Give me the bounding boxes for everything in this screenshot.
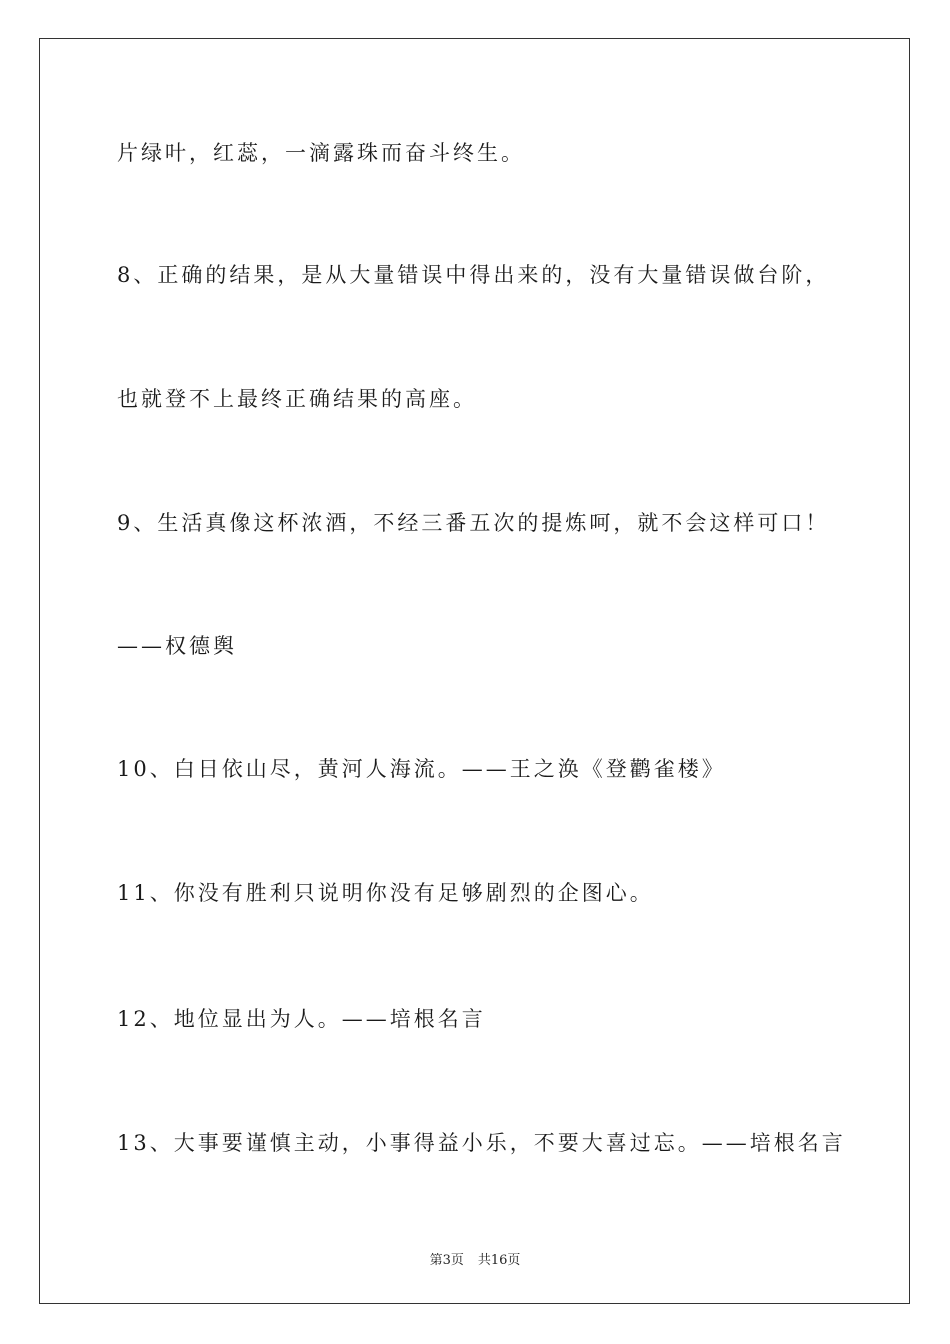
text-line-7: 11、你没有胜利只说明你没有足够剧烈的企图心。 — [117, 881, 654, 905]
page-frame — [39, 38, 910, 1304]
text-line-3: 也就登不上最终正确结果的高座。 — [117, 387, 477, 411]
text-line-5: ——权德舆 — [117, 634, 237, 658]
text-line-1: 片绿叶，红蕊，一滴露珠而奋斗终生。 — [117, 141, 525, 165]
text-line-6: 10、白日依山尽，黄河人海流。——王之涣《登鹳雀楼》 — [117, 757, 726, 781]
page-footer — [0, 1249, 950, 1268]
page-total: 共16页 — [477, 1253, 521, 1268]
text-line-2: 8、正确的结果，是从大量错误中得出来的，没有大量错误做台阶， — [117, 263, 830, 287]
text-line-9: 13、大事要谨慎主动，小事得益小乐，不要大喜过忘。——培根名言 — [117, 1131, 846, 1155]
text-line-8: 12、地位显出为人。——培根名言 — [117, 1007, 486, 1031]
page-number: 第3页 — [429, 1253, 464, 1268]
text-line-4: 9、生活真像这杯浓酒，不经三番五次的提炼呵，就不会这样可口！ — [117, 511, 830, 535]
